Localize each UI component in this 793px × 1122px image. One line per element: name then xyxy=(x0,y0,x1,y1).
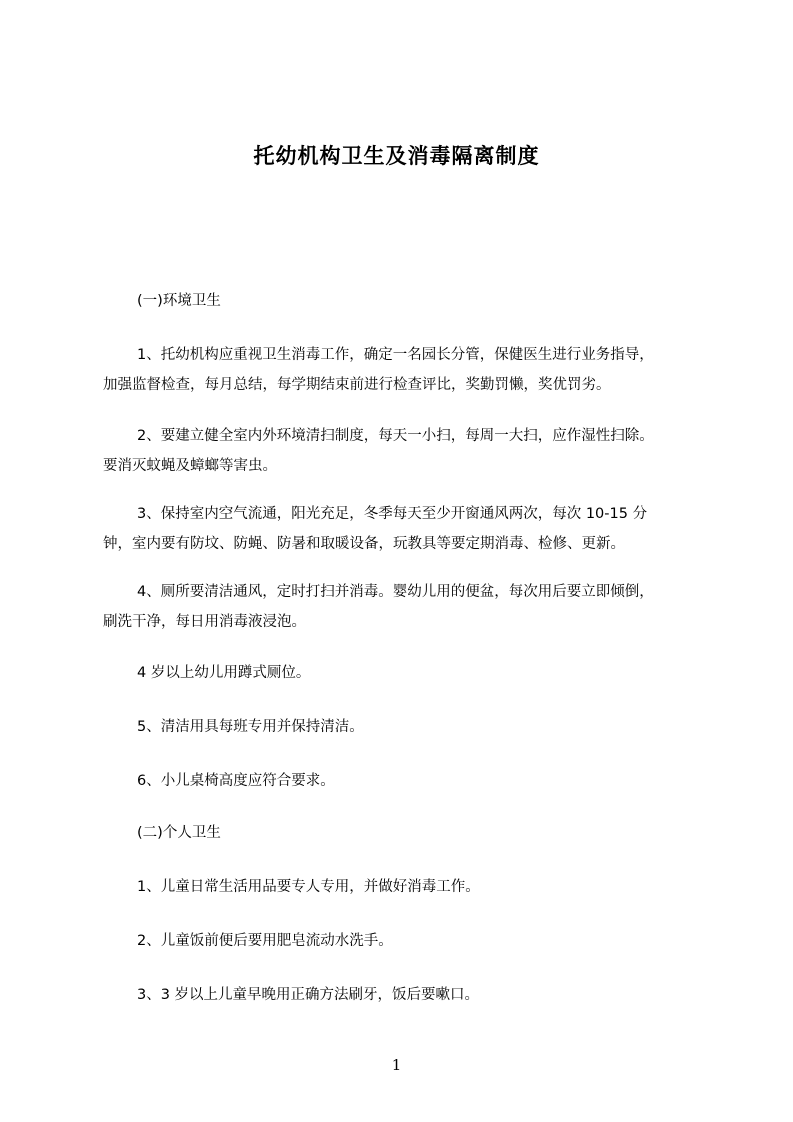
paragraph-6 xyxy=(103,712,703,742)
paragraph-line: 3、3 岁以上儿童早晚用正确方法刷牙，饭后要嗽口。 xyxy=(137,987,480,1003)
paragraph-8 xyxy=(103,872,703,902)
paragraph-line: 钟，室内要有防坟、防蝇、防暑和取暖设备，玩教具等要定期消毒、检修、更新。 xyxy=(103,536,625,552)
paragraph-line: 3、保持室内空气流通，阳光充足，冬季每天至少开窗通风两次，每次 10-15 分 xyxy=(137,506,648,522)
paragraph-line: 1、托幼机构应重视卫生消毒工作，确定一名园长分管，保健医生进行业务指导， xyxy=(137,347,654,363)
paragraph-line: 5、清洁用具每班专用并保持清洁。 xyxy=(137,719,364,735)
paragraph-line: 加强监督检查，每月总结，每学期结束前进行检查评比，奖勤罚懒，奖优罚劣。 xyxy=(103,377,611,393)
paragraph-line: (一)环境卫生 xyxy=(137,293,221,309)
section-heading-environment xyxy=(103,286,703,316)
section-heading-personal xyxy=(103,818,703,848)
paragraph-line: 刷洗干净，每日用消毒液浸泡。 xyxy=(103,614,306,630)
paragraph-5 xyxy=(103,658,703,688)
paragraph-7 xyxy=(103,766,703,796)
page-number: 1 xyxy=(391,1056,402,1074)
paragraph-line: 2、儿童饭前便后要用肥皂流动水洗手。 xyxy=(137,933,393,949)
paragraph-10 xyxy=(103,980,703,1010)
paragraph-9 xyxy=(103,926,703,956)
paragraph-line: 2、要建立健全室内外环境清扫制度，每天一小扫，每周一大扫，应作湿性扫除。 xyxy=(137,428,654,444)
paragraph-4 xyxy=(103,577,703,637)
paragraph-2 xyxy=(103,421,703,481)
paragraph-line: 4 岁以上幼儿用蹲式厕位。 xyxy=(137,665,311,681)
paragraph-line: (二)个人卫生 xyxy=(137,825,221,841)
document-title: 托幼机构卫生及消毒隔离制度 xyxy=(253,144,540,168)
paragraph-3 xyxy=(103,499,703,559)
paragraph-line: 1、儿童日常生活用品要专人专用，并做好消毒工作。 xyxy=(137,879,480,895)
paragraph-line: 6、小儿桌椅高度应符合要求。 xyxy=(137,773,335,789)
paragraph-line: 4、厕所要清洁通风，定时打扫并消毒。婴幼儿用的便盆，每次用后要立即倾倒， xyxy=(137,584,654,600)
paragraph-line: 要消灭蚊蝇及蟑螂等害虫。 xyxy=(103,458,277,474)
paragraph-1 xyxy=(103,340,703,400)
